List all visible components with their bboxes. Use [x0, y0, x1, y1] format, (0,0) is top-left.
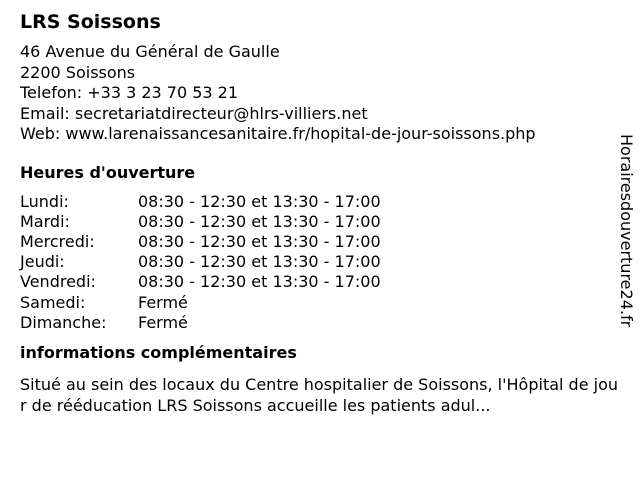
hours-value: 08:30 - 12:30 et 13:30 - 17:00 [138, 231, 381, 251]
day-label: Mercredi: [20, 231, 95, 251]
day-label: Jeudi: [20, 252, 65, 272]
day-label: Samedi: [20, 292, 86, 312]
day-label: Mardi: [20, 211, 70, 231]
hours-row-thursday [20, 252, 620, 272]
day-label: Dimanche: [20, 312, 107, 332]
hours-row-sunday [20, 313, 620, 333]
address-street: 46 Avenue du Général de Gaulle [20, 42, 280, 61]
phone-line: Telefon: +33 3 23 70 53 21 [20, 83, 239, 102]
hours-value: 08:30 - 12:30 et 13:30 - 17:00 [138, 272, 381, 292]
hours-value: 08:30 - 12:30 et 13:30 - 17:00 [138, 191, 381, 211]
day-label: Lundi: [20, 191, 69, 211]
business-name: LRS Soissons [20, 11, 161, 33]
hours-value: Fermé [138, 292, 188, 312]
site-watermark: Horairesdouverture24.fr [617, 134, 636, 328]
info-text: Situé au sein des locaux du Centre hospitalier de Soissons, l'Hôpital de jour de rééducation LRS Soissons accueille les patients adul... [20, 374, 619, 415]
hours-row-saturday [20, 293, 620, 313]
hours-row-friday [20, 272, 620, 292]
info-heading: informations complémentaires [20, 342, 297, 362]
opening-hours-heading: Heures d'ouverture [20, 162, 196, 182]
hours-value: 08:30 - 12:30 et 13:30 - 17:00 [138, 252, 381, 272]
web-line: Web: www.larenaissancesanitaire.fr/hopital-de-jour-soissons.php [20, 124, 536, 143]
day-label: Vendredi: [20, 272, 96, 292]
opening-hours-table [20, 192, 620, 333]
hours-row-tuesday [20, 212, 620, 232]
hours-value: Fermé [138, 312, 188, 332]
business-card [20, 10, 620, 416]
hours-value: 08:30 - 12:30 et 13:30 - 17:00 [138, 211, 381, 231]
hours-row-wednesday [20, 232, 620, 252]
address-city: 2200 Soissons [20, 62, 136, 82]
hours-row-monday [20, 192, 620, 212]
email-line: Email: secretariatdirecteur@hlrs-villiers.net [20, 103, 368, 123]
